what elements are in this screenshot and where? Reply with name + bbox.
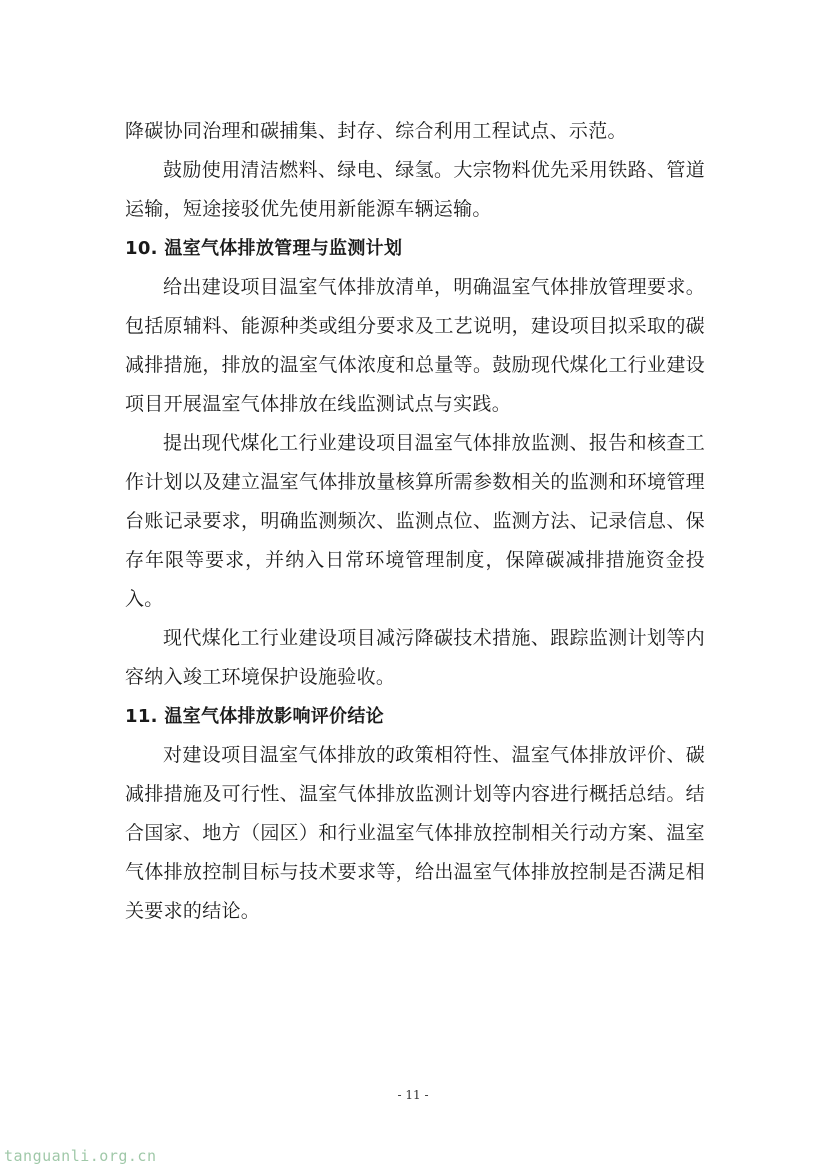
page-number: - 11 - [397,1088,429,1102]
section-heading-11: 11. 温室气体排放影响评价结论 [125,706,384,727]
paragraph-emission-inventory: 给出建设项目温室气体排放清单，明确温室气体排放管理要求。包括原辅料、能源种类或组分要求及工艺说明，建设项目拟采取的碳减排措施，排放的温室气体浓度和总量等。鼓励现代煤化工行业建设项目开展温室气体排放在线监测试点与实践。 [125,276,705,415]
paragraph-clean-fuels: 鼓励使用清洁燃料、绿电、绿氢。大宗物料优先采用铁路、管道运输，短途接驳优先使用新能源车辆运输。 [125,159,705,220]
document-body [125,112,705,931]
section-heading-10: 10. 温室气体排放管理与监测计划 [125,238,403,259]
paragraph-continuation: 降碳协同治理和碳捕集、封存、综合利用工程试点、示范。 [125,120,627,142]
paragraph-monitoring-plan: 提出现代煤化工行业建设项目温室气体排放监测、报告和核查工作计划以及建立温室气体排放量核算所需参数相关的监测和环境管理台账记录要求，明确监测频次、监测点位、监测方法、记录信息、保存年限等要求，并纳入日常环境管理制度，保障碳减排措施资金投入。 [125,432,705,610]
paragraph-acceptance: 现代煤化工行业建设项目减污降碳技术措施、跟踪监测计划等内容纳入竣工环境保护设施验收。 [125,627,705,688]
site-watermark: tanguanli.org.cn [4,1147,157,1165]
paragraph-conclusion: 对建设项目温室气体排放的政策相符性、温室气体排放评价、碳减排措施及可行性、温室气体排放监测计划等内容进行概括总结。结合国家、地方（园区）和行业温室气体排放控制相关行动方案、温室气体排放控制目标与技术要求等，给出温室气体排放控制是否满足相关要求的结论。 [125,744,705,922]
